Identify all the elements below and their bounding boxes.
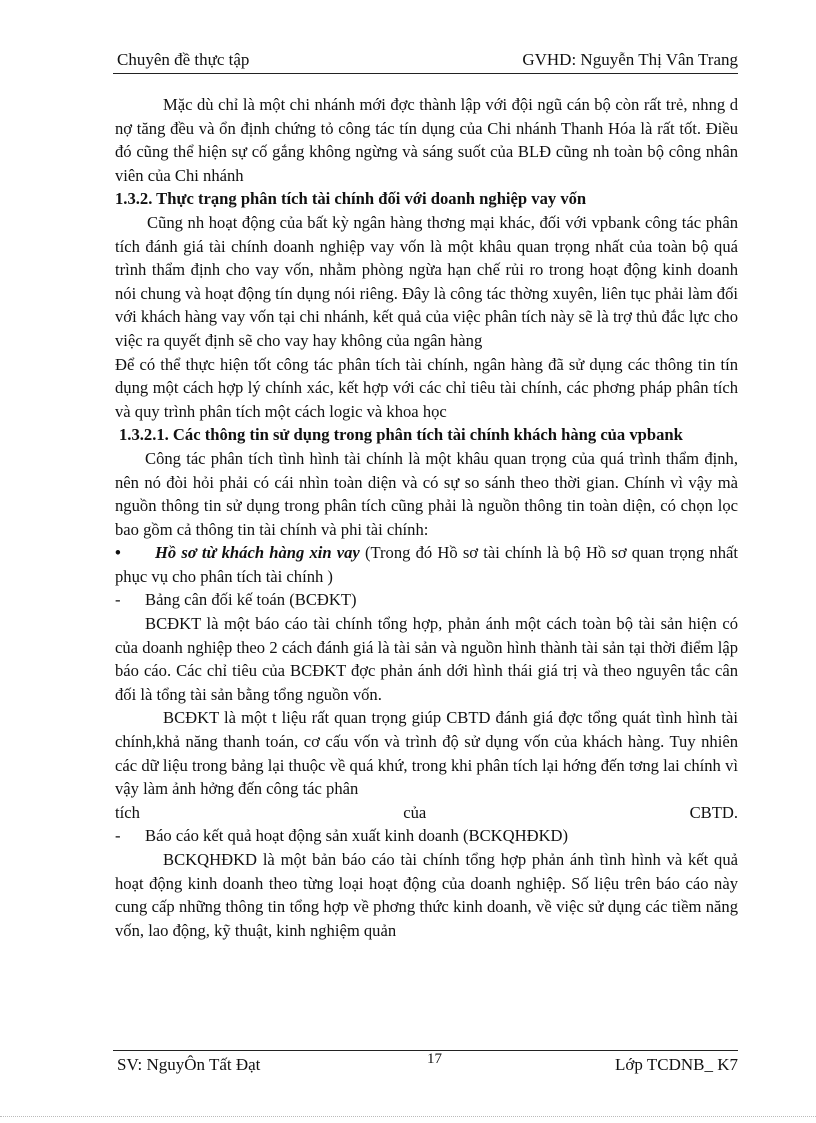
header-divider [113,73,738,74]
page-number: 17 [427,1051,442,1067]
dash-item-label: Báo cáo kết quả hoạt động sản xuất kinh doanh (BCKQHĐKD) [145,826,569,846]
header-topic: Chuyên đề thực tập [117,50,250,69]
dash-item-balance-sheet [115,588,738,612]
word: CBTD. [689,802,738,822]
paragraph-intro: Mặc dù chỉ là một chi nhánh mới đợc thành lập với đội ngũ cán bộ còn rất trẻ, nhng d nợ tăng đều và ổn định chứng tỏ công tác tín dụng của Chi nhánh Thanh Hóa là rất tốt. Điều đó cũng thể hiện sự cố gắng không ngừng và sáng suốt của BLĐ cũng nh toàn bộ công nhân viên của Chi nhánh [115,95,738,185]
paragraph-justified-last-line [115,801,738,825]
dash-icon: - [115,826,121,846]
dash-icon: - [115,590,121,610]
word: tích [115,802,140,822]
page-edge-divider [0,1116,816,1117]
paragraph-income-statement-definition: BCKQHĐKD là một bản báo cáo tài chính tổng hợp phản ánh tình hình và kết quả hoạt động kinh doanh theo từng loại hoạt động của doanh nghiệp. Số liệu trên báo cáo này cung cấp những thông tin tổng hợp về phơng thức kinh doanh, về việc sử dụng các tiềm năng vốn, lao động, kỹ thuật, kinh nghiệm quản [115,850,738,940]
header-supervisor: GVHD: Nguyễn Thị Vân Trang [522,50,738,69]
footer-student: SV: NguyÔn Tất Đạt [117,1055,261,1074]
dash-item-income-statement [115,824,738,848]
paragraph-analysis-role: Cũng nh hoạt động của bất kỳ ngân hàng thơng mại khác, đối với vpbank công tác phân tích đánh giá tài chính doanh nghiệp vay vốn là một khâu quan trọng nhất của toàn bộ quá trình thẩm định cho vay vốn, nhằm phòng ngừa hạn chế rủi ro trong hoạt động kinh doanh nói chung và hoạt động tín dụng nói riêng. Đây là công tác thờng xuyên, liên tục phải làm đối với khách hàng vay vốn tại chi nhánh, kết quả của việc phân tích này sẽ là trợ thủ đắc lực cho việc ra quyết định sẽ cho vay hay không của ngân hàng [115,212,738,350]
bullet-description: (Trong đó Hồ sơ tài chính là bộ Hồ sơ quan trọng nhất phục vụ cho phân tích tài chính ) [115,543,738,586]
page-header [117,50,738,72]
paragraph-balance-sheet-definition: BCĐKT là một báo cáo tài chính tổng hợp, phản ánh một cách toàn bộ tài sản hiện có của doanh nghiệp theo 2 cách đánh giá là tài sản và nguồn hình thành tài sản tại thời điểm lập báo cáo. Các chỉ tiêu của BCĐKT đợc phản ánh dới hình thái giá trị và theo nguyên tắc cân đối là tổng tài sản bằng tổng nguồn vốn. [115,614,738,704]
footer-divider [113,1050,738,1051]
section-heading-1-3-2-1: 1.3.2.1. Các thông tin sử dụng trong phân tích tài chính khách hàng của vpbank [119,425,683,445]
section-heading-1-3-2: 1.3.2. Thực trạng phân tích tài chính đối với doanh nghiệp vay vốn [115,189,587,209]
footer-class: Lớp TCDNB_ K7 [615,1055,738,1074]
word: của [403,802,427,822]
bullet-icon: • [115,543,121,563]
dash-item-label: Bảng cân đối kế toán (BCĐKT) [145,590,357,610]
paragraph-information-use: Để có thể thực hiện tốt công tác phân tích tài chính, ngân hàng đã sử dụng các thông tin tín dụng một cách hợp lý chính xác, kết hợp với các chỉ tiêu tài chính, các phơng pháp phân tích và quy trình phân tích một cách logic và khoa học [115,354,738,421]
paragraph-balance-sheet-importance: BCĐKT là một t liệu rất quan trọng giúp CBTD đánh giá đợc tổng quát tình hình tài chính,khả năng thanh toán, cơ cấu vốn và trình độ sử dụng vốn của khách hàng. Tuy nhiên các dữ liệu trong bảng lại thuộc về quá khứ, trong khi phân tích lại hớng đến tơng lai chính vì vậy làm ảnh hởng đến công tác phân [115,708,738,799]
paragraph-information-sources: Công tác phân tích tình hình tài chính là một khâu quan trọng của quá trình thẩm định, nên nó đòi hỏi phải có cái nhìn toàn diện và có sự so sánh theo thời gian. Chính vì vậy mà nguồn thông tin sử dụng trong phân tích cũng phải là nguồn thông tin toàn diện, có chọn lọc bao gồm cả thông tin tài chính và phi tài chính: [115,448,738,539]
bullet-title: Hồ sơ từ khách hàng xin vay [155,543,360,563]
bullet-item-loan-dossier [115,541,738,588]
page-content [115,93,738,942]
